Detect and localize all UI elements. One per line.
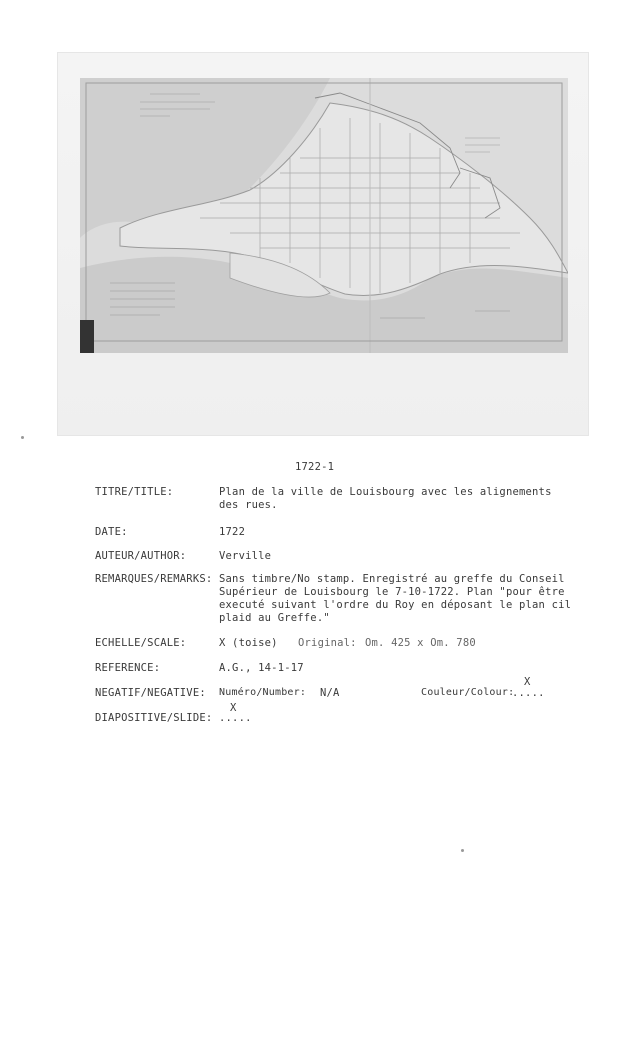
colour-mark: X bbox=[524, 676, 531, 688]
date-value: 1722 bbox=[219, 526, 246, 538]
photo-shadow bbox=[80, 320, 94, 353]
title-label: TITRE/TITLE: bbox=[95, 486, 174, 498]
scale-label: ECHELLE/SCALE: bbox=[95, 637, 187, 649]
title-value: Plan de la ville de Louisbourg avec les alignements des rues. bbox=[219, 486, 552, 511]
remarks-value: Sans timbre/No stamp. Enregistré au greffe du Conseil Supérieur de Louisbourg le 7-10-1722. Plan "pour être executé suivant l'ordre du Roy en déposant le plan cil plaid au Greffe." bbox=[219, 573, 572, 624]
slide-label: DIAPOSITIVE/SLIDE: bbox=[95, 712, 213, 724]
reference-value: A.G., 14-1-17 bbox=[219, 662, 304, 674]
scan-speck bbox=[461, 849, 464, 852]
author-label: AUTEUR/AUTHOR: bbox=[95, 550, 187, 562]
original-label: Original: bbox=[298, 637, 357, 649]
historical-map-image bbox=[80, 78, 568, 353]
scan-speck bbox=[21, 436, 24, 439]
reference-label: REFERENCE: bbox=[95, 662, 161, 674]
negative-number-label: Numéro/Number: bbox=[219, 687, 307, 698]
negative-number-value: N/A bbox=[320, 687, 340, 699]
scale-value: X (toise) bbox=[219, 637, 278, 649]
map-drawing bbox=[80, 78, 568, 353]
negative-label: NEGATIF/NEGATIVE: bbox=[95, 687, 206, 699]
remarks-label: REMARQUES/REMARKS: bbox=[95, 573, 213, 585]
author-value: Verville bbox=[219, 550, 272, 562]
date-label: DATE: bbox=[95, 526, 128, 538]
slide-dots: ..... bbox=[219, 712, 252, 724]
colour-label: Couleur/Colour: bbox=[421, 687, 515, 698]
colour-dots: ..... bbox=[512, 687, 545, 699]
catalog-number: 1722-1 bbox=[295, 461, 335, 473]
original-value: Om. 425 x Om. 780 bbox=[365, 637, 476, 649]
slide-mark: X bbox=[230, 702, 237, 714]
